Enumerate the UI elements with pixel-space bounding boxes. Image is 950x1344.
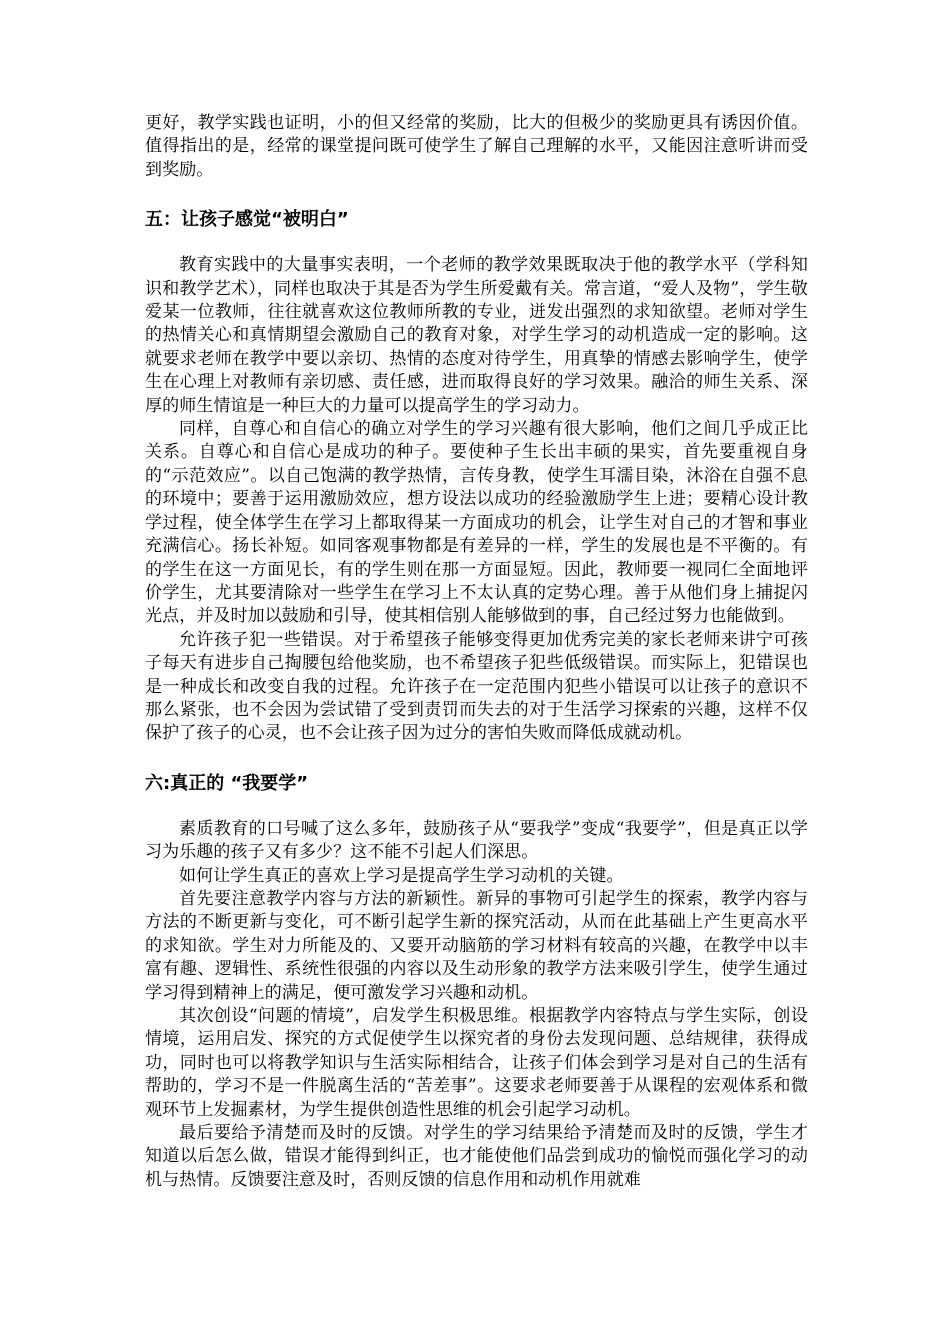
section-6-paragraph: 首先要注意教学内容与方法的新颖性。新异的事物可引起学生的探索，教学内容与方法的不断更新与变化，可不断引起学生新的探究活动，从而在此基础上产生更高水平的求知欲。学生对力所能及的、又要开动脑筋的学习材料有较高的兴趣，在教学中以丰富有趣、逻辑性、系统性很强的内容以及生动形象的教学方法来吸引学生，使学生通过学习得到精神上的满足，便可激发学习兴趣和动机。 [145, 888, 808, 1003]
section-6-heading: 六:真正的 “我要学” [145, 772, 309, 794]
section-6-paragraph: 最后要给予清楚而及时的反馈。对学生的学习结果给予清楚而及时的反馈，学生才知道以后怎么做，错误才能得到纠正，也才能使他们品尝到成功的愉悦而强化学习的动机与热情。反馈要注意及时，否则反馈的信息作用和动机作用就难 [145, 1123, 808, 1190]
section-5-paragraph: 同样，自尊心和自信心的确立对学生的学习兴趣有很大影响，他们之间几乎成正比关系。自尊心和自信心是成功的种子。要使种子生长出丰硕的果实，首先要重视自身的“示范效应”。以自己饱满的教学热情，言传身教，使学生耳濡目染，沐浴在自强不息的环境中；要善于运用激励效应，想方设法以成功的经验激励学生上进；要精心设计教学过程，使全体学生在学习上都取得某一方面成功的机会，让学生对自己的才智和事业充满信心。扬长补短。如同客观事物都是有差异的一样，学生的发展也是不平衡的。有的学生在这一方面见长，有的学生则在那一方面显短。因此，教师要一视同仁全面地评价学生，尤其要清除对一些学生在学习上不太认真的定势心理。善于从他们身上捕捉闪光点，并及时加以鼓励和引导，使其相信别人能够做到的事，自己经过努力也能做到。 [145, 419, 808, 627]
section-5-heading: 五：让孩子感觉“被明白” [145, 209, 349, 231]
section-5-paragraph: 教育实践中的大量事实表明，一个老师的教学效果既取决于他的教学水平（学科知识和教学艺术），同样也取决于其是否为学生所爱戴有关。常言道，“爱人及物”，学生敬爱某一位教师，往往就喜欢这位教师所教的专业，迸发出强烈的求知欲望。老师对学生的热情关心和真情期望会激励自己的教育对象，对学生学习的动机造成一定的影响。这就要求老师在教学中要以亲切、热情的态度对待学生，用真挚的情感去影响学生，使学生在心理上对教师有亲切感、责任感，进而取得良好的学习效果。融洽的师生关系、深厚的师生情谊是一种巨大的力量可以提高学生的学习动力。 [145, 255, 808, 416]
section-6-paragraph: 如何让学生真正的喜欢上学习是提高学生学习动机的关键。 [179, 865, 624, 886]
section-5-paragraph: 允许孩子犯一些错误。对于希望孩子能够变得更加优秀完美的家长老师来讲宁可孩子每天有进步自己掏腰包给他奖励，也不希望孩子犯些低级错误。而实际上，犯错误也是一种成长和改变自我的过程。允许孩子在一定范围内犯些小错误可以让孩子的意识不那么紧张，也不会因为尝试错了受到责罚而失去的对于生活学习探索的兴趣，这样不仅保护了孩子的心灵，也不会让孩子因为过分的害怕失败而降低成就动机。 [145, 629, 808, 744]
section-6-paragraph: 素质教育的口号喊了这么多年，鼓励孩子从“要我学”变成“我要学”，但是真正以学习为乐趣的孩子又有多少？这不能不引起人们深思。 [145, 818, 808, 863]
intro-paragraph: 更好，教学实践也证明，小的但又经常的奖励，比大的但极少的奖励更具有诱因价值。值得指出的是，经常的课堂提问既可使学生了解自己理解的水平，又能因注意听讲而受到奖励。 [145, 113, 808, 180]
document-page [145, 112, 808, 1192]
section-6-paragraph: 其次创设“问题的情境”，启发学生积极思维。根据教学内容特点与学生实际，创设情境，运用启发、探究的方式促使学生以探究者的身份去发现问题、总结规律，获得成功，同时也可以将教学知识与生活实际相结合，让孩子们体会到学习是对自己的生活有帮助的，学习不是一件脱离生活的“苦差事”。这要求老师要善于从课程的宏观体系和微观环节上发掘素材，为学生提供创造性思维的机会引起学习动机。 [145, 1006, 808, 1120]
